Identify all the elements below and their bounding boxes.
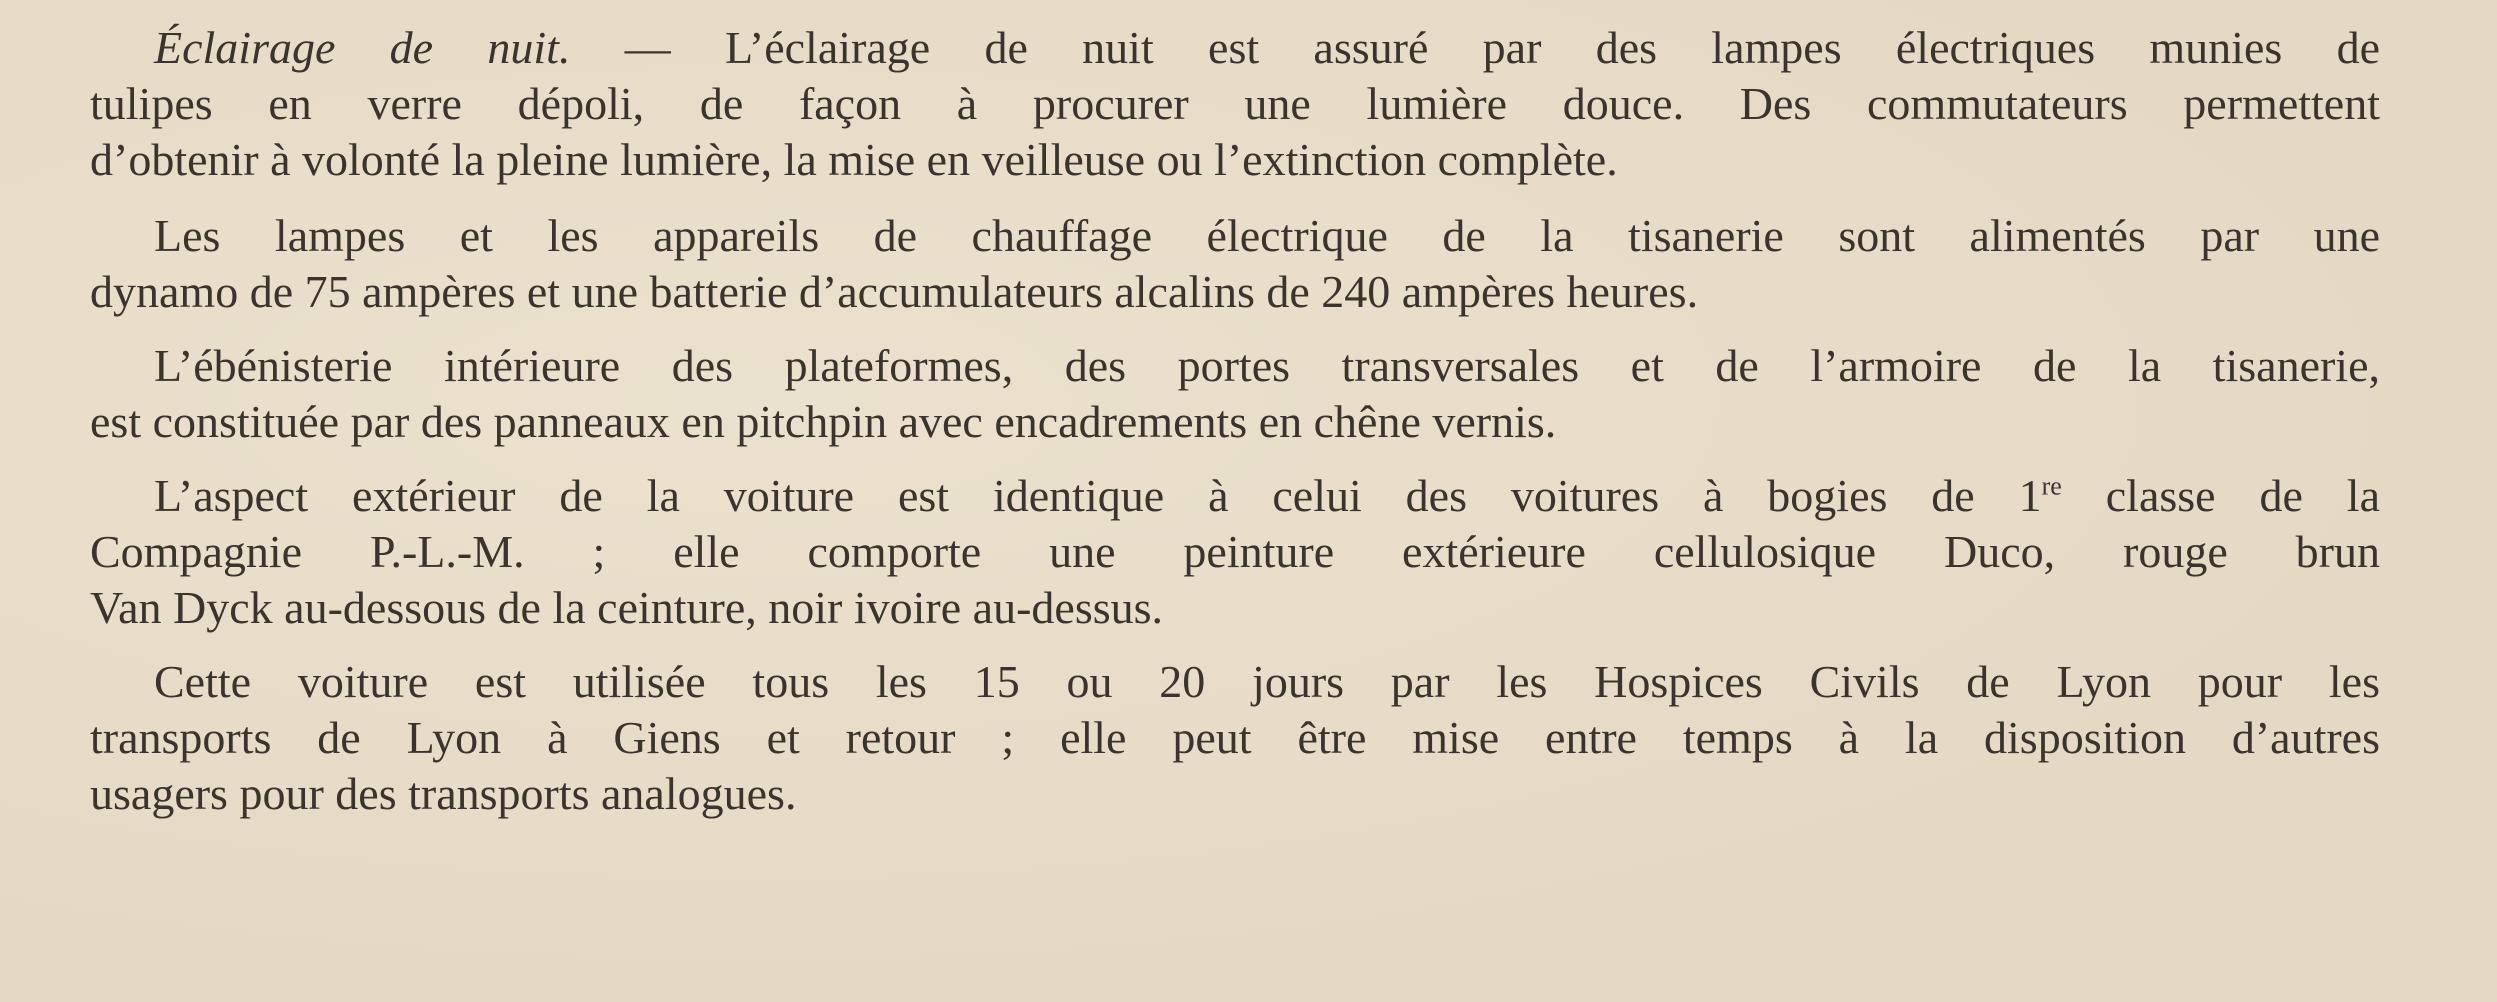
superscript: re (2041, 471, 2062, 501)
paragraph-ebenisterie (90, 338, 2380, 450)
paragraph-eclairage (90, 20, 2380, 188)
text-line: transports de Lyon à Giens et retour ; elle peut être mise entre temps à la disposition d’autres (90, 712, 2380, 763)
text-line: dynamo de 75 ampères et une batterie d’accumulateurs alcalins de 240 ampères heures. (90, 266, 1699, 317)
paragraph-voiture (90, 654, 2380, 822)
text-line (90, 468, 2380, 524)
paragraph-lampes (90, 208, 2380, 320)
section-title: Éclairage de nuit. (154, 22, 571, 73)
text-line: L’ébénisterie intérieure des plateformes, des portes transversales et de l’armoire de la tisanerie, (154, 340, 2380, 391)
text-line: d’obtenir à volonté la pleine lumière, la mise en veilleuse ou l’extinction complète. (90, 134, 1618, 185)
text-line (90, 20, 2380, 76)
paragraph-aspect (90, 468, 2380, 636)
line-text: classe de la (2061, 470, 2380, 521)
text-line: Van Dyck au-dessous de la ceinture, noir ivoire au-dessus. (90, 582, 1164, 633)
text-line: Les lampes et les appareils de chauffage électrique de la tisanerie sont alimentés par une (154, 210, 2380, 261)
text-line: est constituée par des panneaux en pitchpin avec encadrements en chêne vernis. (90, 396, 1557, 447)
text-line: Cette voiture est utilisée tous les 15 ou 20 jours par les Hospices Civils de Lyon pour les (154, 656, 2380, 707)
line-text: — L’éclairage de nuit est assuré par des lampes électriques munies de (570, 22, 2380, 73)
text-line: Compagnie P.-L.-M. ; elle comporte une peinture extérieure cellulosique Duco, rouge brun (90, 526, 2380, 577)
text-line: usagers pour des transports analogues. (90, 768, 797, 819)
text-block (90, 20, 2380, 840)
line-text: L’aspect extérieur de la voiture est identique à celui des voitures à bogies de 1 (154, 470, 2042, 521)
text-line: tulipes en verre dépoli, de façon à procurer une lumière douce. Des commutateurs permettent (90, 78, 2380, 129)
